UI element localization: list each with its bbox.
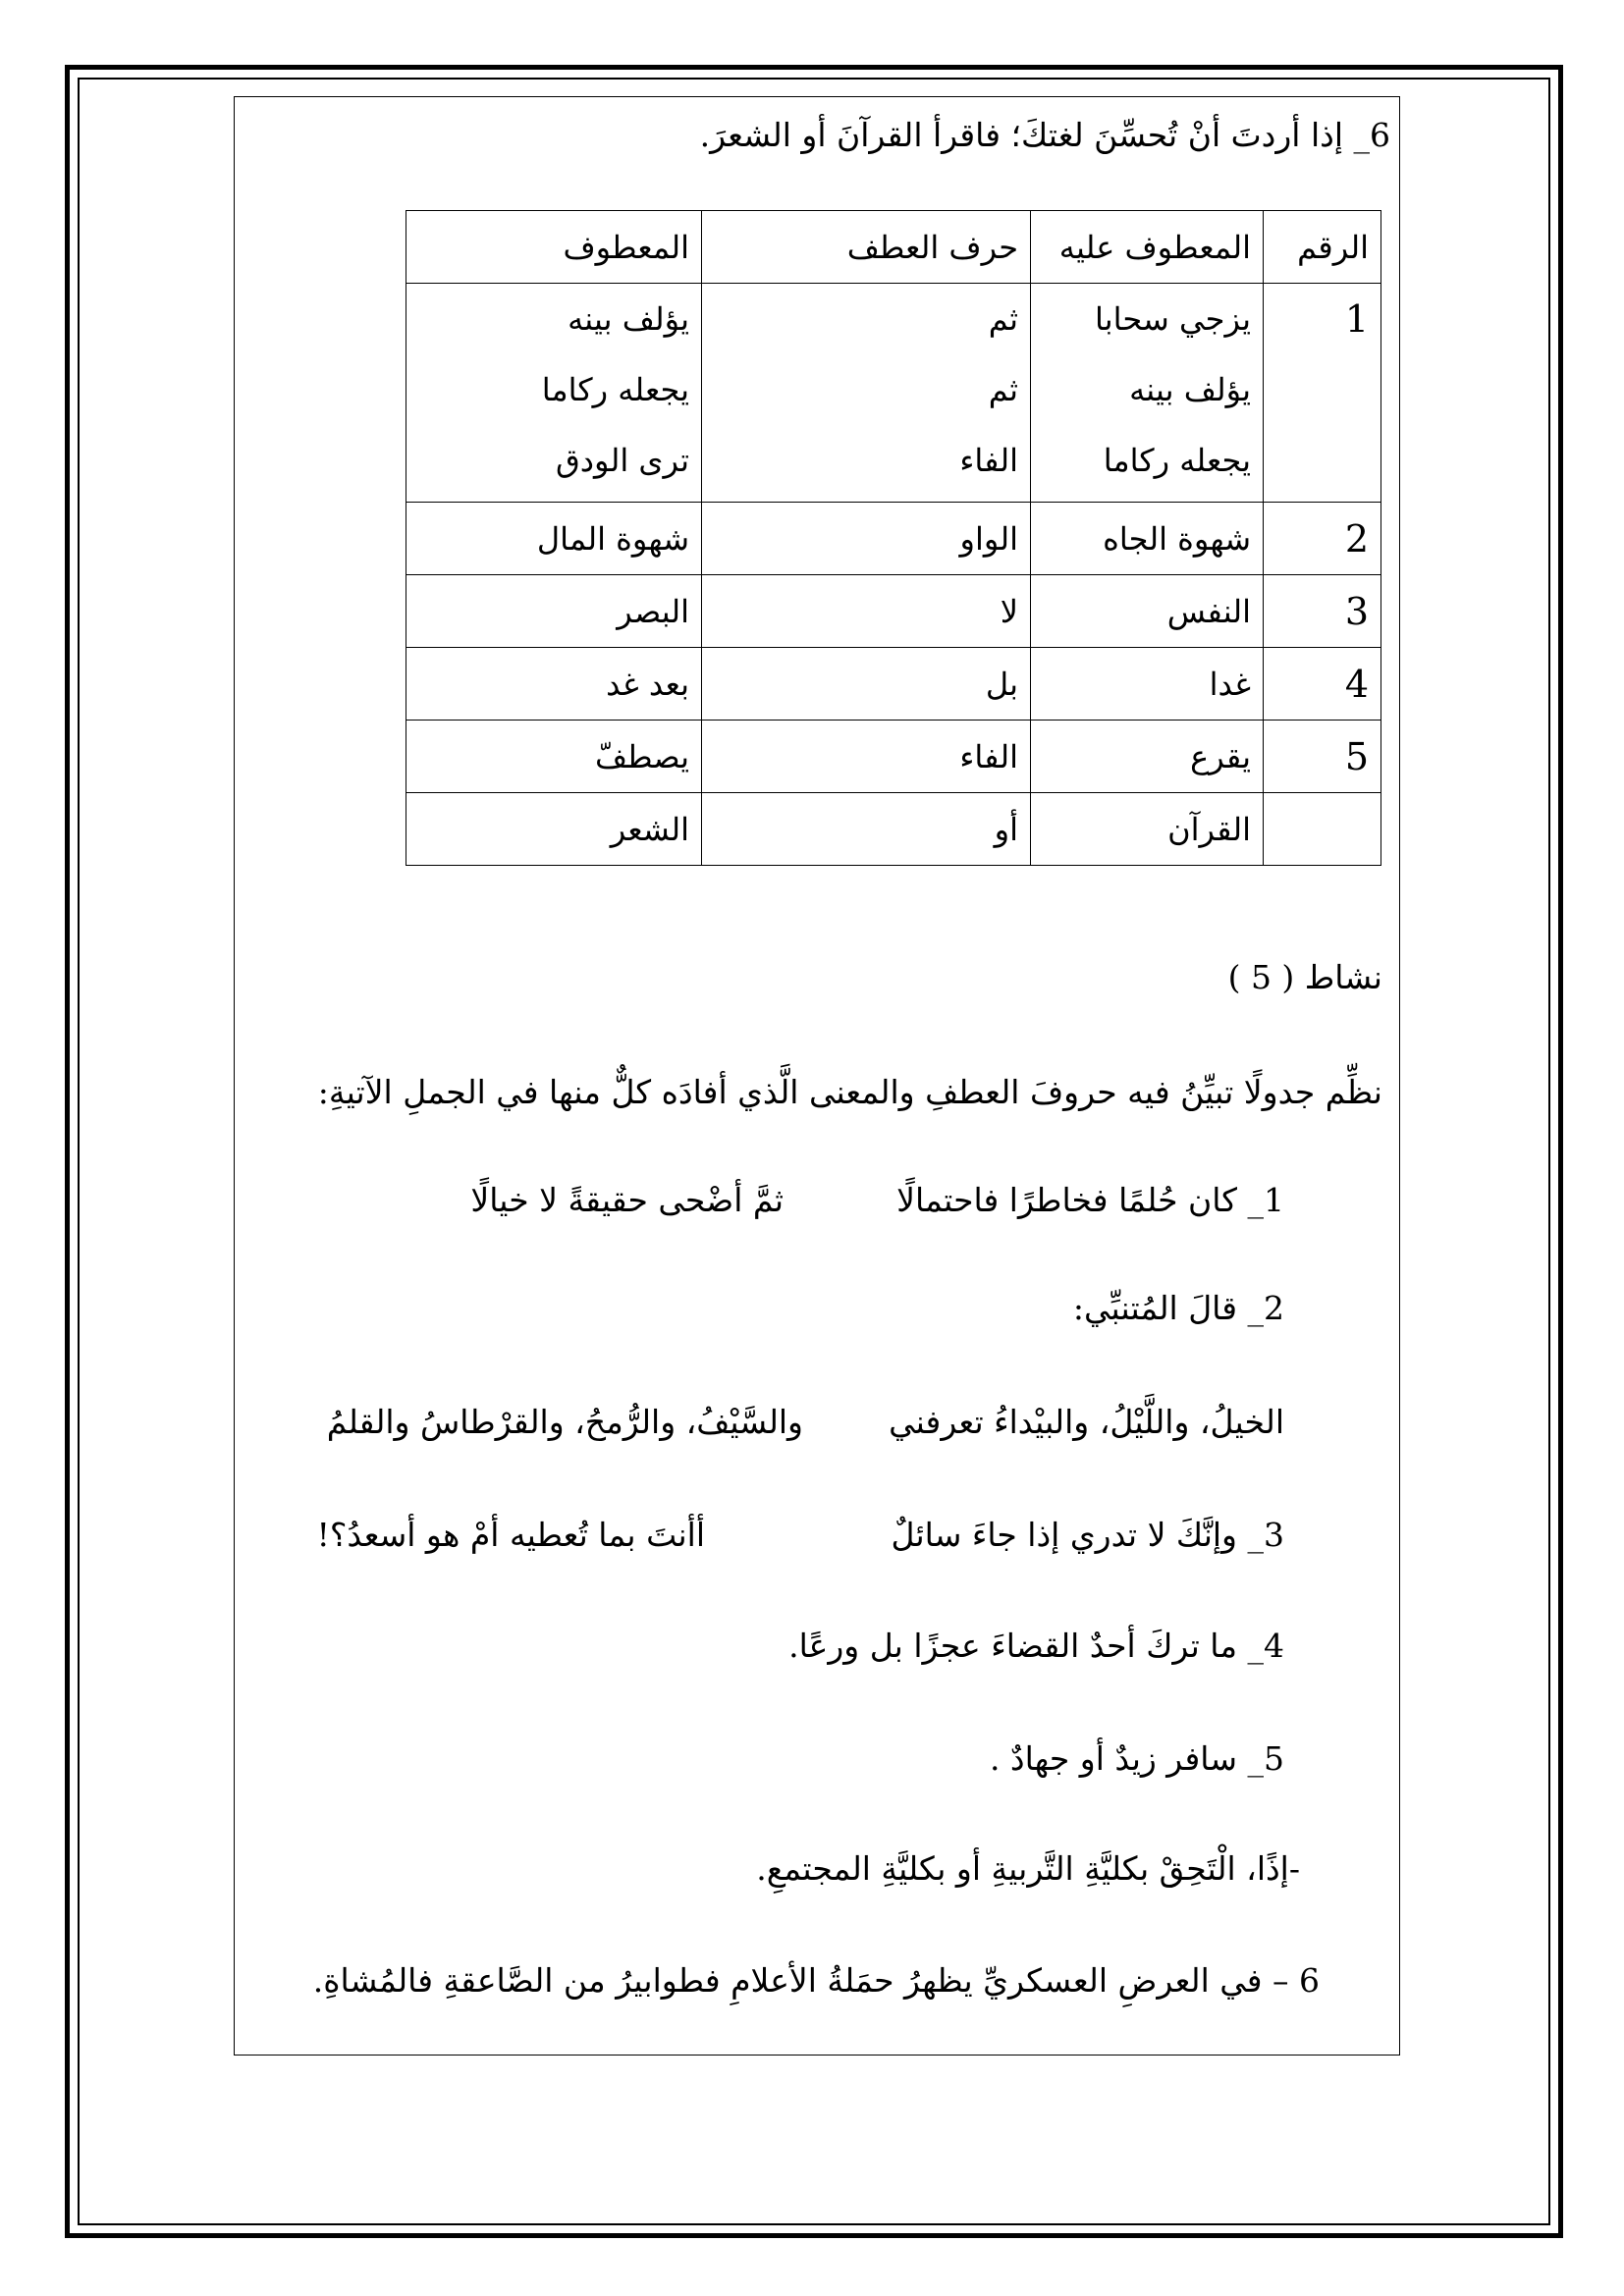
item-2-verse-part-2: والسَّيْفُ، والرُّمحُ، والقرْطاسُ والقلمُ xyxy=(326,1403,803,1441)
header-number: الرقم xyxy=(1264,211,1381,284)
cell-text: النفس xyxy=(1031,575,1264,648)
cell-text: الفاء xyxy=(702,721,1031,793)
table-row xyxy=(406,648,1381,721)
row-number xyxy=(1264,793,1381,866)
row-number: 3 xyxy=(1264,575,1381,648)
row-number: 1 xyxy=(1344,297,1369,341)
item-5-followup: -إذًا، الْتَحِقْ بكليَّةِ التَّربيةِ أو بكليَّةِ المجتمعِ. xyxy=(756,1849,1300,1888)
table-header-row xyxy=(406,211,1381,284)
cell-text: الفاء xyxy=(959,442,1018,479)
table-row xyxy=(406,721,1381,793)
cell-text: بعد غد xyxy=(406,648,702,721)
activity-title: نشاط ( 5 ) xyxy=(1227,958,1382,996)
question-6-sentence: 6_ إذا أردتَ أنْ تُحسِّنَ لغتكَ؛ فاقرأ القرآنَ أو الشعرَ. xyxy=(699,116,1390,154)
item-5: 5_ سافر زيدٌ أو جهادٌ . xyxy=(989,1739,1284,1778)
header-harf-al3atf: حرف العطف xyxy=(702,211,1031,284)
item-1-verse-part-2: ثمَّ أضْحى حقيقةً لا خيالًا xyxy=(470,1181,784,1219)
cell-text: الشعر xyxy=(406,793,702,866)
table-row xyxy=(406,284,1381,503)
cell-text: أو xyxy=(702,793,1031,866)
cell-text: يقرع xyxy=(1031,721,1264,793)
row-number: 5 xyxy=(1264,721,1381,793)
table-row xyxy=(406,575,1381,648)
cell-text: القرآن xyxy=(1031,793,1264,866)
conjunction-table xyxy=(406,210,1381,866)
item-1-verse-part-1: 1_ كان حُلمًا فخاطرًا فاحتمالًا xyxy=(896,1181,1284,1219)
cell-text: البصر xyxy=(406,575,702,648)
cell-text: يصطفّ xyxy=(406,721,702,793)
item-2-intro: 2_ قالَ المُتنبِّي: xyxy=(1072,1289,1284,1327)
cell-text: الواو xyxy=(702,503,1031,575)
cell-text: يجعله ركاما xyxy=(541,371,689,408)
header-ma3toof: المعطوف xyxy=(406,211,702,284)
item-2-verse-part-1: الخيلُ، واللَّيْلُ، والبيْداءُ تعرفني xyxy=(889,1403,1284,1441)
table-row xyxy=(406,793,1381,866)
instruction-text: نظِّم جدولًا تبيِّنُ فيه حروفَ العطفِ والمعنى الَّذي أفادَه كلٌّ منها في الجملِ الآتيةِ: xyxy=(317,1073,1382,1111)
cell-text: ترى الودق xyxy=(555,442,689,479)
cell-text: لا xyxy=(702,575,1031,648)
row-number: 2 xyxy=(1264,503,1381,575)
cell-text: يؤلف بينه xyxy=(568,300,689,338)
item-6: 6 – في العرضِ العسكريِّ يظهرُ حمَلةُ الأعلامِ فطوابيرُ من الصَّاعقةِ فالمُشاةِ. xyxy=(312,1961,1320,2000)
cell-text: شهوة الجاه xyxy=(1031,503,1264,575)
table-row xyxy=(406,503,1381,575)
cell-text: غدا xyxy=(1031,648,1264,721)
cell-text: يزجي سحابا xyxy=(1094,300,1251,338)
item-4: 4_ ما تركَ أحدٌ القضاءَ عجزًا بل ورعًا. xyxy=(788,1627,1284,1665)
cell-text: ثم xyxy=(988,300,1018,338)
header-ma3toof-alayh: المعطوف عليه xyxy=(1031,211,1264,284)
cell-text: ثم xyxy=(988,371,1018,408)
cell-text: شهوة المال xyxy=(406,503,702,575)
cell-text: يجعله ركاما xyxy=(1103,442,1251,479)
item-3-verse-part-2: أأنتَ بما تُعطيه أمْ هو أسعدُ؟! xyxy=(316,1516,705,1554)
row-number: 4 xyxy=(1264,648,1381,721)
item-3-verse-part-1: 3_ وإنَّكَ لا تدري إذا جاءَ سائلٌ xyxy=(891,1516,1284,1554)
cell-text: يؤلف بينه xyxy=(1129,371,1251,408)
cell-text: بل xyxy=(702,648,1031,721)
